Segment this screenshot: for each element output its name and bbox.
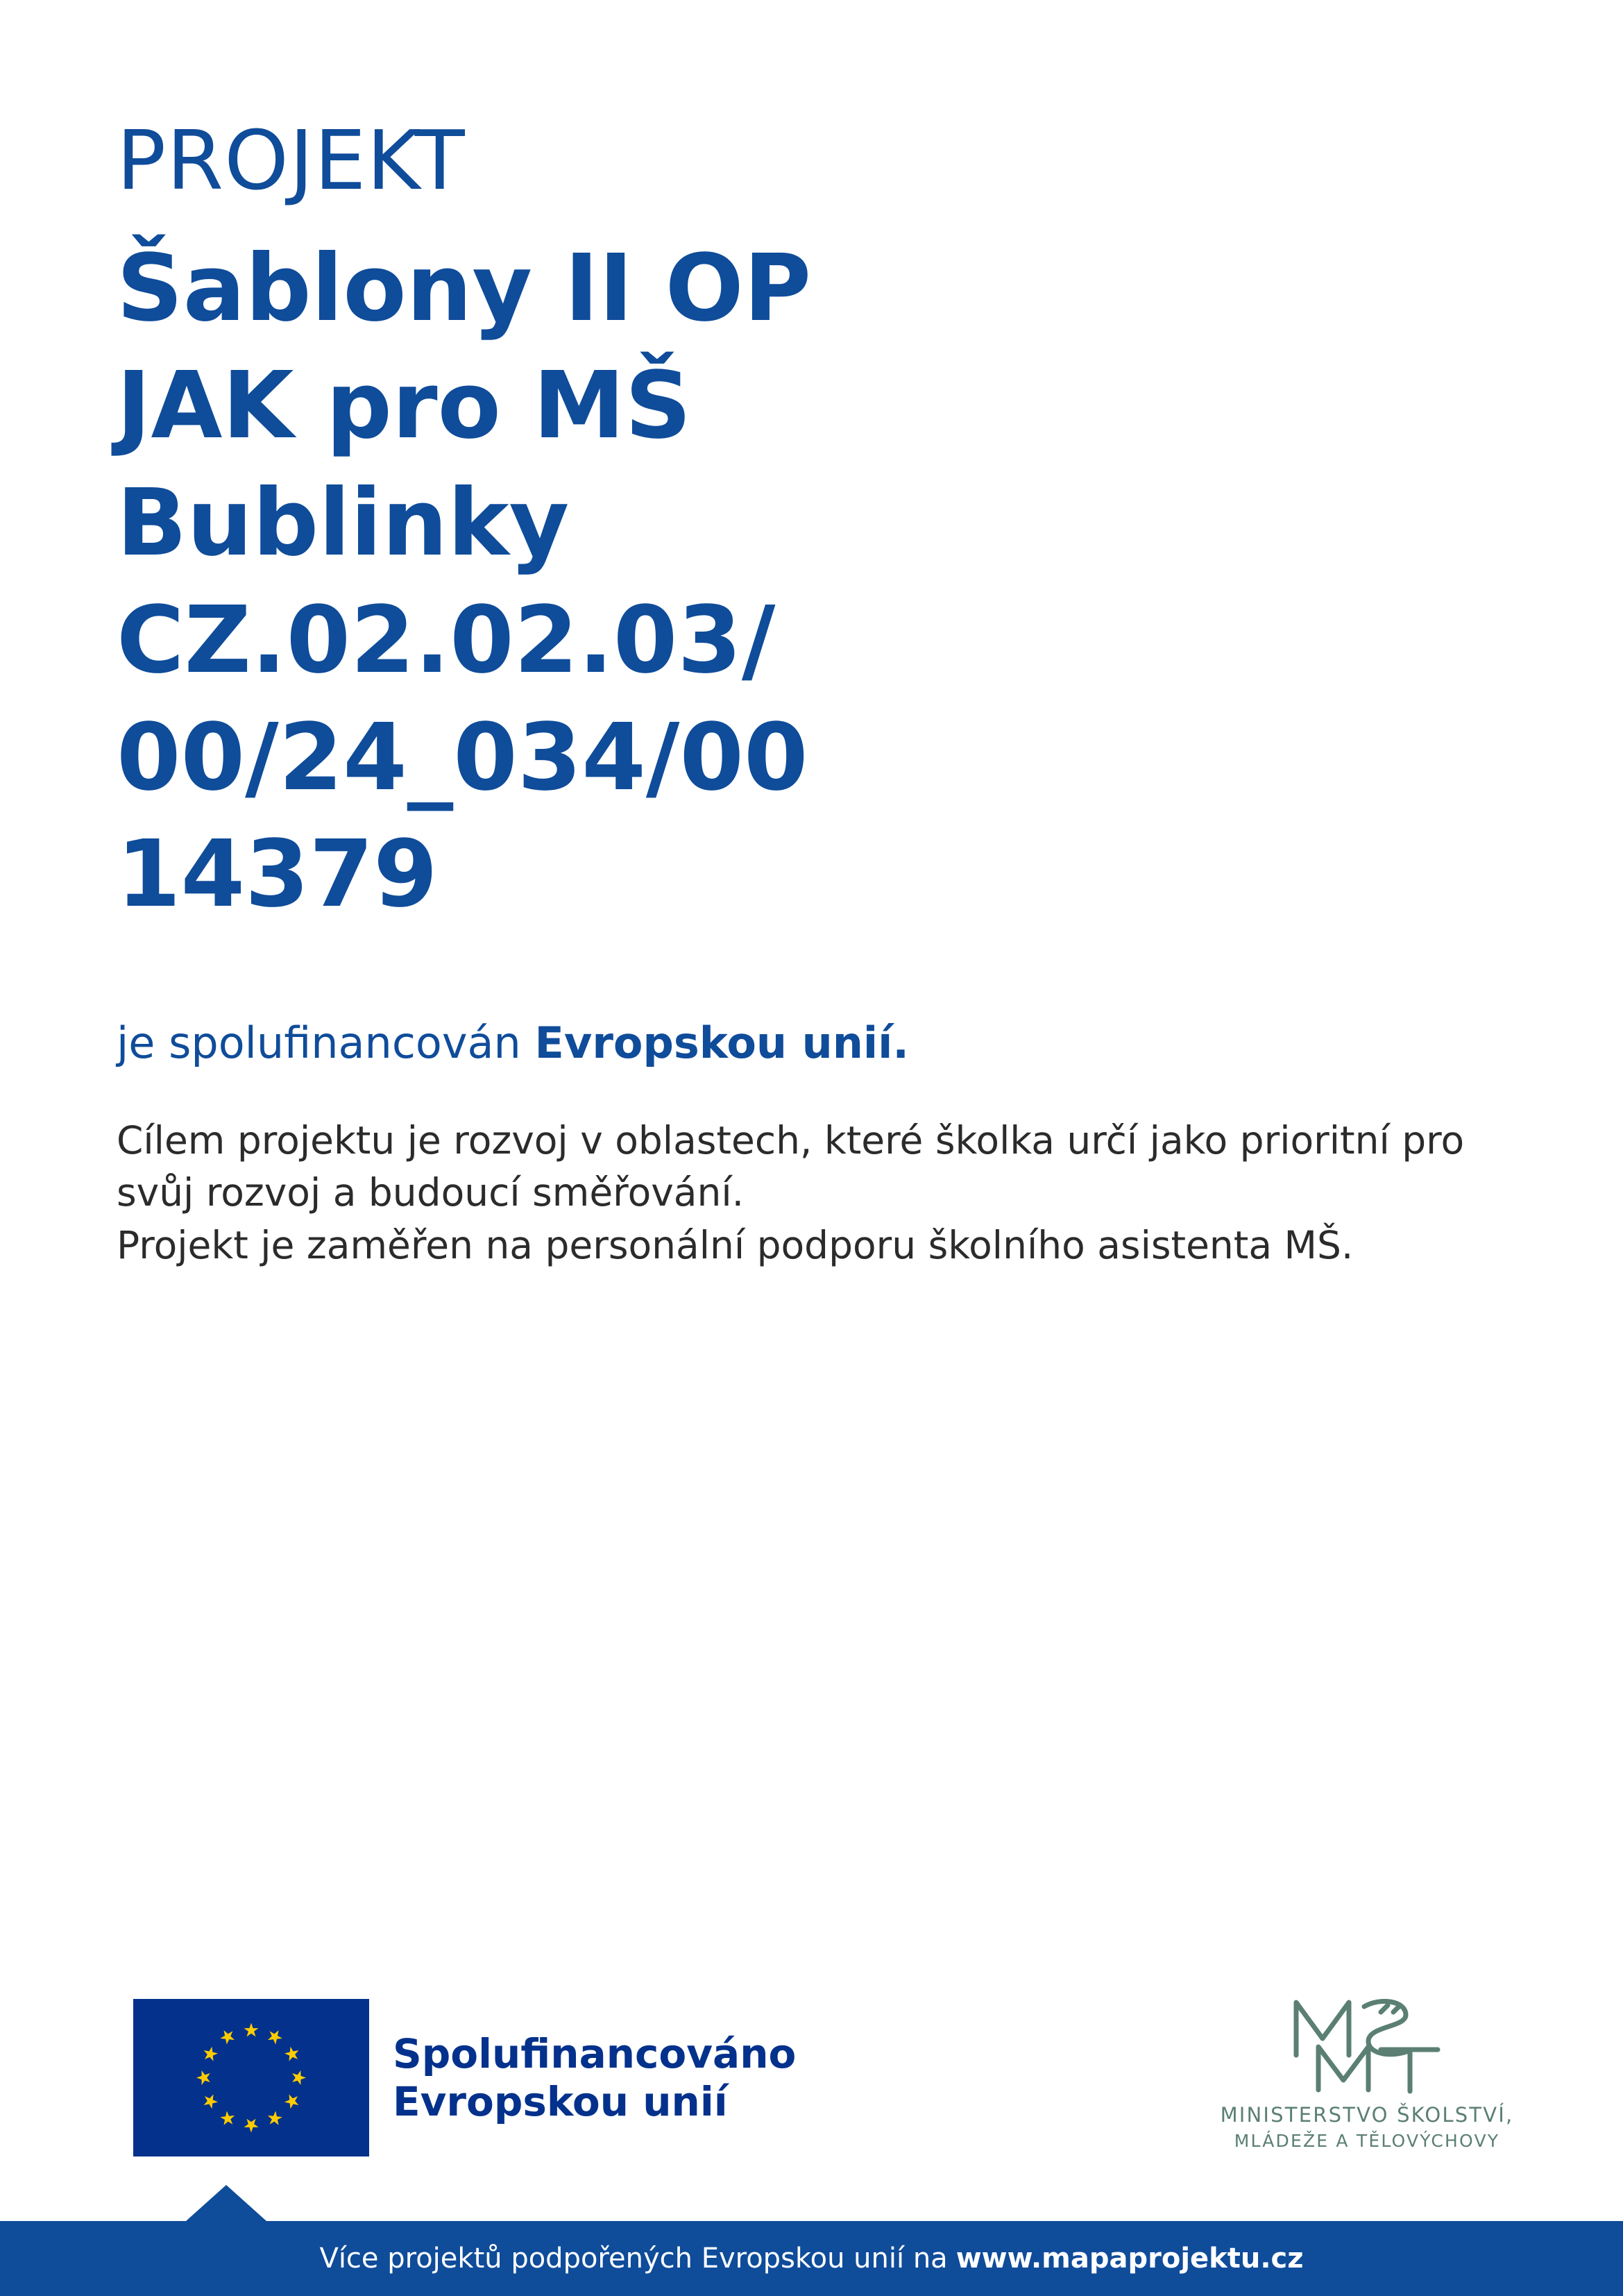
msmt-logo-line-1: MINISTERSTVO ŠKOLSTVÍ,	[1220, 2103, 1514, 2127]
poster-kicker: PROJEKT	[117, 112, 466, 208]
poster-content	[117, 112, 1497, 1272]
page-title: Šablony II OP JAK pro MŠ Bublinky CZ.02.02.03/00/24_034/0014379	[117, 235, 812, 929]
project-description-paragraph: Projekt je zaměřen na personální podporu školního asistenta MŠ.	[117, 1222, 1354, 1267]
bottom-bar-notch	[186, 2185, 266, 2221]
bottom-bar-text: Více projektů podpořených Evropskou unií na	[319, 2243, 948, 2274]
bottom-bar	[0, 2221, 1623, 2296]
bottom-bar-url[interactable]: www.mapaprojektu.cz	[955, 2243, 1304, 2274]
msmt-logo	[1207, 1992, 1527, 2151]
eu-logo-text	[393, 2030, 796, 2125]
eu-logo-line-1: Spolufinancováno	[393, 2030, 797, 2078]
eu-cofinancing-logo	[133, 1999, 796, 2156]
msmt-logo-line-2: MLÁDEŽE A TĚLOVÝCHOVY	[1234, 2131, 1500, 2151]
project-description-paragraph: Cílem projektu je rozvoj v oblastech, které školka určí jako prioritní pro svůj rozvoj a budoucí směřování.	[117, 1117, 1465, 1215]
eu-logo-line-2: Evropskou unií	[393, 2077, 728, 2125]
project-description	[117, 1115, 1477, 1272]
cofinancing-statement	[117, 1015, 1497, 1072]
msmt-logo-icon	[1207, 1992, 1527, 2096]
cofinancing-statement-strong: Evropskou unií.	[534, 1018, 909, 1069]
footer-logos	[0, 1999, 1623, 2179]
eu-flag-icon	[133, 1999, 369, 2156]
cofinancing-statement-plain: je spolufinancován	[117, 1018, 535, 1069]
